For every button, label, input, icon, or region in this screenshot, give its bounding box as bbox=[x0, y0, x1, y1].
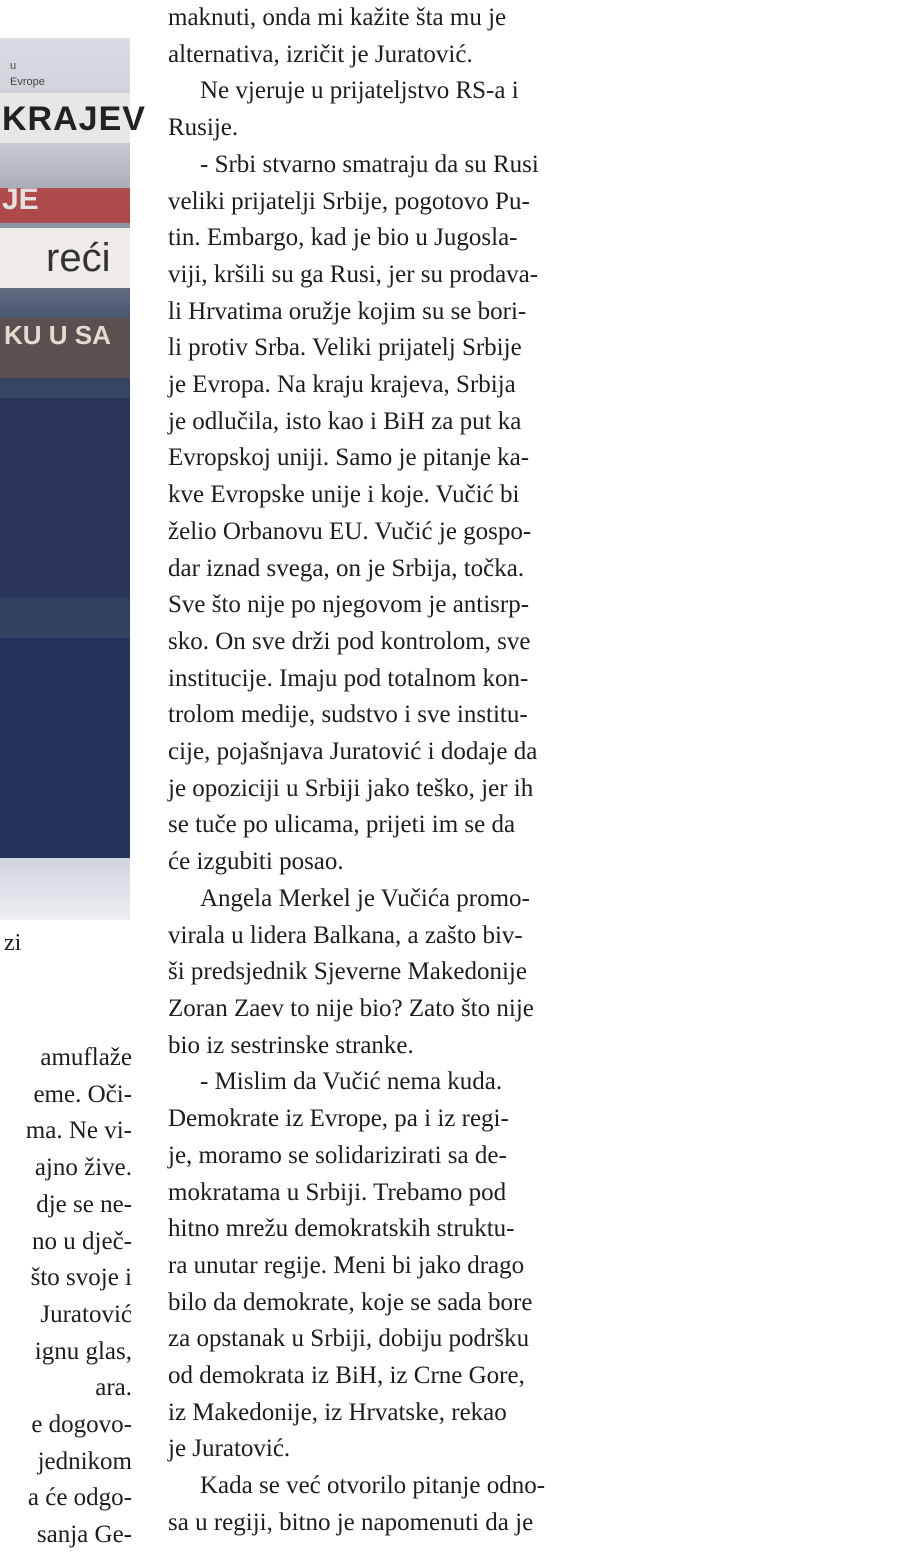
text-line: Ne vjeruje u prijateljstvo RS-a i bbox=[200, 77, 519, 105]
text-line: će izgubiti posao. bbox=[168, 848, 344, 876]
text-line: dje se ne- bbox=[36, 1190, 132, 1218]
text-line: Demokrate iz Evrope, pa i iz regi- bbox=[168, 1105, 509, 1133]
text-line: mokratama u Srbiji. Trebamo pod bbox=[168, 1178, 507, 1206]
photo-suit bbox=[0, 398, 130, 598]
text-line: ši predsjednik Sjeverne Makedonije bbox=[168, 958, 527, 986]
photo-text: u bbox=[10, 60, 17, 72]
text-line: se tuče po ulicama, prijeti im se da bbox=[168, 811, 516, 839]
text-line: maknuti, onda mi kažite šta mu je bbox=[168, 4, 507, 31]
text-line: je odlučila, isto kao i BiH za put ka bbox=[168, 407, 522, 435]
text-line: ma. Ne vi- bbox=[25, 1117, 132, 1145]
text-line: trolom medije, sudstvo i sve institu- bbox=[168, 701, 528, 729]
text-line: Kada se već otvorilo pitanje odno- bbox=[200, 1472, 546, 1500]
text-line: želio Orbanovu EU. Vučić je gospo- bbox=[168, 517, 532, 545]
text-line: e dogovo- bbox=[31, 1411, 132, 1439]
text-line: kve Evropske unije i koje. Vučić bi bbox=[168, 481, 520, 509]
text-line: za opstanak u Srbiji, dobiju podršku bbox=[168, 1325, 530, 1353]
text-line: Juratović bbox=[40, 1300, 132, 1328]
text-line: Evropskoj uniji. Samo je pitanje ka- bbox=[168, 444, 530, 472]
text-line: - Srbi stvarno smatraju da su Rusi bbox=[200, 150, 539, 178]
text-line: bio iz sestrinske stranke. bbox=[168, 1031, 414, 1059]
text-line: sanja Ge- bbox=[36, 1521, 132, 1549]
text-line: virala u lidera Balkana, a zašto biv- bbox=[168, 921, 523, 949]
text-line: sa u regiji, bitno je napomenuti da je bbox=[168, 1508, 534, 1536]
text-line: Sve što nije po njegovom je antisrp- bbox=[168, 591, 530, 619]
text-line: institucije. Imaju pod totalnom kon- bbox=[168, 664, 529, 692]
text-line: jednikom bbox=[37, 1447, 132, 1475]
text-line: sko. On sve drži pod kontrolom, sve bbox=[168, 627, 531, 655]
text-line: bilo da demokrate, koje se sada bore bbox=[168, 1288, 533, 1316]
text-line: od demokrata iz BiH, iz Crne Gore, bbox=[168, 1362, 525, 1390]
text-line: veliki prijatelji Srbije, pogotovo Pu- bbox=[168, 187, 530, 215]
text-line: a će odgo- bbox=[27, 1484, 132, 1512]
article-photo bbox=[0, 38, 146, 920]
text-line: ignu glas, bbox=[34, 1337, 132, 1365]
text-line: no u dječ- bbox=[32, 1227, 132, 1255]
text-line: ajno žive. bbox=[34, 1154, 132, 1182]
text-line: amuflaže bbox=[40, 1044, 132, 1071]
text-line: hitno mrežu demokratskih struktu- bbox=[168, 1215, 515, 1243]
photo-text: JE bbox=[2, 183, 39, 216]
photo-suit bbox=[0, 638, 130, 858]
text-line: ra unutar regije. Meni bi jako drago bbox=[168, 1251, 525, 1279]
text-line: je, moramo se solidarizirati sa de- bbox=[168, 1141, 507, 1169]
photo-text: KRAJEV bbox=[2, 100, 146, 138]
text-line: Rusije. bbox=[168, 114, 239, 142]
text-line: cije, pojašnjava Juratović i dodaje da bbox=[168, 738, 538, 766]
text-line: dar iznad svega, on je Srbija, točka. bbox=[168, 554, 525, 582]
text-line: je Juratović. bbox=[168, 1435, 291, 1463]
text-line: je Evropa. Na kraju krajeva, Srbija bbox=[168, 371, 516, 399]
text-line: eme. Oči- bbox=[33, 1080, 132, 1108]
text-line: iz Makedonije, iz Hrvatske, rekao bbox=[168, 1398, 507, 1426]
text-line: - Mislim da Vučić nema kuda. bbox=[200, 1068, 503, 1096]
text-line: alternativa, izričit je Juratović. bbox=[168, 40, 473, 68]
photo-text: KU U SA bbox=[4, 320, 111, 350]
text-line: Angela Merkel je Vučića promo- bbox=[200, 884, 530, 912]
text-line: ara. bbox=[95, 1374, 132, 1402]
text-line: što svoje i bbox=[30, 1264, 132, 1292]
article-column-left bbox=[0, 1040, 132, 1554]
text-line: Zoran Zaev to nije bio? Zato što nije bbox=[168, 994, 534, 1022]
text-line: li Hrvatima oružje kojim su se bori- bbox=[168, 297, 527, 325]
photo-text: reći bbox=[46, 236, 111, 280]
text-line: tin. Embargo, kad je bio u Jugosla- bbox=[168, 224, 518, 252]
photo-caption: zi bbox=[4, 930, 22, 956]
photo-text: Evrope bbox=[10, 76, 45, 88]
text-line: viji, kršili su ga Rusi, jer su prodava- bbox=[168, 260, 539, 288]
article-column-right bbox=[168, 0, 648, 1542]
text-line: je opoziciji u Srbiji jako teško, jer ih bbox=[168, 774, 534, 802]
text-line: li protiv Srba. Veliki prijatelj Srbije bbox=[168, 334, 522, 362]
